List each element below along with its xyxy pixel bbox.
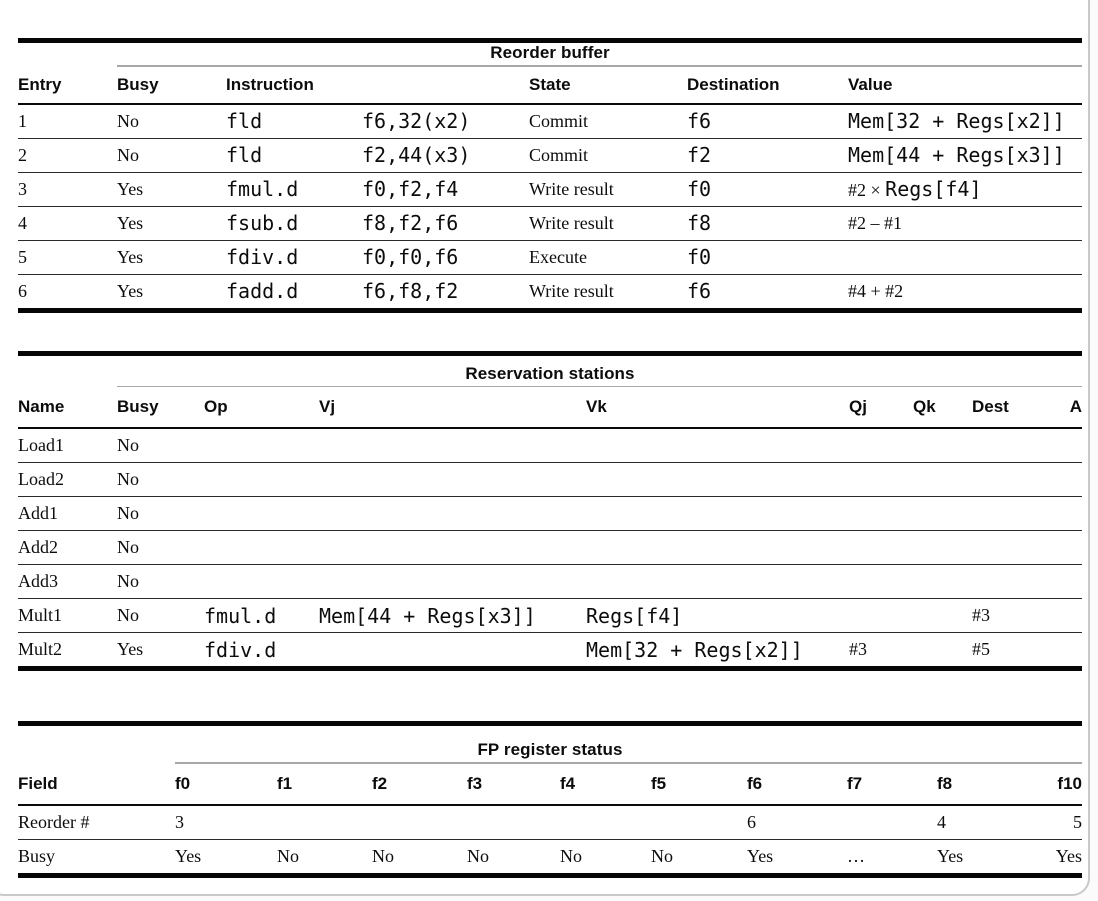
- table-cell: [848, 206, 1082, 240]
- table-row: [18, 206, 1082, 240]
- cell-text: Reorder #: [18, 811, 90, 832]
- table-cell: [972, 531, 1057, 565]
- table-row: [18, 463, 1082, 497]
- table-cell: [117, 274, 226, 308]
- table-cell: [319, 497, 586, 531]
- column-header: f8: [937, 764, 1037, 805]
- cell-text: fmul.d: [226, 177, 299, 201]
- table-cell: [277, 805, 372, 840]
- table-cell: [1057, 565, 1082, 599]
- table-cell: [1057, 497, 1082, 531]
- cell-text: …: [847, 845, 865, 866]
- cell-text: Commit: [529, 110, 589, 131]
- table-cell: [18, 104, 117, 139]
- bottom-rule: [18, 873, 1082, 878]
- table-cell: [204, 599, 319, 633]
- cell-text: #4 + #2: [848, 280, 904, 301]
- table-cell: [560, 805, 651, 840]
- table-cell: [747, 839, 847, 873]
- table-cell: [226, 104, 362, 139]
- table-cell: [1057, 633, 1082, 667]
- cell-text: f6: [687, 279, 712, 303]
- table-cell: [18, 428, 117, 463]
- table-cell: [117, 138, 226, 172]
- table-cell: [848, 274, 1082, 308]
- reorder-buffer-section: [18, 38, 1082, 313]
- cell-text: fsub.d: [226, 211, 299, 235]
- cell-text: Write result: [529, 212, 614, 233]
- cell-text: fdiv.d: [226, 245, 299, 269]
- table-cell: [651, 805, 747, 840]
- column-header: Qj: [849, 387, 913, 428]
- table-row: [18, 240, 1082, 274]
- table-cell: [972, 565, 1057, 599]
- table-cell: [117, 463, 204, 497]
- table-cell: [687, 240, 848, 274]
- cell-text: #5: [972, 639, 990, 659]
- column-header: f5: [651, 764, 747, 805]
- table-cell: [687, 206, 848, 240]
- table-cell: [1057, 531, 1082, 565]
- table-cell: [362, 274, 529, 308]
- column-header: f10: [1037, 764, 1082, 805]
- cell-text: 3: [18, 178, 27, 199]
- column-header: f7: [847, 764, 937, 805]
- header-row: [18, 764, 1082, 805]
- cell-text: Commit: [529, 144, 589, 165]
- cell-text: fadd.d: [226, 279, 299, 303]
- table-cell: [849, 565, 913, 599]
- table-row: [18, 839, 1082, 873]
- table-cell: [362, 172, 529, 206]
- table-cell: [913, 428, 972, 463]
- table-cell: [849, 463, 913, 497]
- table-cell: [175, 839, 277, 873]
- table-cell: [687, 274, 848, 308]
- table-cell: [319, 599, 586, 633]
- table-cell: [319, 463, 586, 497]
- cell-text: Mem[32 + Regs[x2]]: [586, 637, 803, 662]
- table-cell: [972, 428, 1057, 463]
- cell-text: No: [117, 110, 139, 131]
- table-cell: [18, 274, 117, 308]
- column-header: Dest: [972, 387, 1057, 428]
- cell-text: f8,f2,f6: [362, 211, 459, 235]
- cell-text: Load1: [18, 435, 64, 455]
- table-cell: [913, 531, 972, 565]
- table-cell: [972, 599, 1057, 633]
- table-cell: [226, 138, 362, 172]
- table-row: [18, 565, 1082, 599]
- cell-text: 3: [175, 811, 184, 832]
- cell-text: Yes: [117, 246, 144, 267]
- cell-text: Add2: [18, 537, 58, 557]
- table-cell: [1057, 428, 1082, 463]
- table-cell: [18, 497, 117, 531]
- table-cell: [848, 172, 1082, 206]
- cell-text: #3: [849, 639, 867, 659]
- column-header: A: [1057, 387, 1082, 428]
- cell-text: Add1: [18, 503, 58, 523]
- table-cell: [204, 633, 319, 667]
- cell-text: Mem[32 + Regs[x2]]: [848, 109, 1065, 133]
- column-header: f4: [560, 764, 651, 805]
- cell-text: f6,32(x2): [362, 109, 471, 133]
- table-cell: [913, 497, 972, 531]
- column-header: State: [529, 67, 687, 104]
- cell-text: f2,44(x3): [362, 143, 471, 167]
- table-cell: [226, 206, 362, 240]
- cell-text: f6,f8,f2: [362, 279, 459, 303]
- table-cell: [848, 240, 1082, 274]
- table-cell: [18, 839, 175, 873]
- table-cell: [117, 497, 204, 531]
- table-cell: [849, 531, 913, 565]
- cell-text: fld: [226, 143, 263, 167]
- reorder-buffer-title: Reorder buffer: [490, 43, 610, 62]
- cell-text: No: [117, 605, 139, 625]
- cell-text: Mem[44 + Regs[x3]]: [319, 603, 536, 628]
- column-header: Busy: [117, 67, 226, 104]
- table-cell: [117, 599, 204, 633]
- table-cell: [18, 565, 117, 599]
- cell-text: No: [651, 845, 673, 866]
- table-cell: [586, 463, 849, 497]
- column-header: Field: [18, 764, 175, 805]
- cell-text: Yes: [117, 212, 144, 233]
- cell-text: Yes: [175, 845, 202, 866]
- table-cell: [117, 428, 204, 463]
- cell-text: Write result: [529, 178, 614, 199]
- table-row: [18, 172, 1082, 206]
- column-header: f3: [467, 764, 560, 805]
- table-cell: [18, 240, 117, 274]
- table-cell: [849, 497, 913, 531]
- table-cell: [319, 428, 586, 463]
- table-cell: [117, 206, 226, 240]
- cell-text: f8: [687, 211, 712, 235]
- cell-text: 6: [747, 811, 756, 832]
- column-header: Name: [18, 387, 117, 428]
- table-cell: [362, 104, 529, 139]
- table-cell: [1037, 839, 1082, 873]
- table-cell: [529, 274, 687, 308]
- table-cell: [848, 104, 1082, 139]
- cell-text: Mult2: [18, 639, 63, 659]
- table-cell: [529, 104, 687, 139]
- cell-text: 4: [937, 811, 946, 832]
- table-row: [18, 497, 1082, 531]
- table-cell: [1057, 463, 1082, 497]
- table-cell: [117, 172, 226, 206]
- table-cell: [18, 805, 175, 840]
- cell-text: No: [467, 845, 489, 866]
- table-cell: [18, 138, 117, 172]
- figure-content: [18, 38, 1082, 878]
- cell-text: 1: [18, 110, 27, 131]
- cell-text: Execute: [529, 246, 587, 267]
- column-header: Busy: [117, 387, 204, 428]
- table-cell: [586, 428, 849, 463]
- cell-text: No: [277, 845, 299, 866]
- cell-text: Yes: [747, 845, 774, 866]
- cell-text: Yes: [117, 280, 144, 301]
- table-cell: [362, 206, 529, 240]
- cell-text: Regs[f4]: [885, 177, 982, 201]
- bottom-rule: [18, 666, 1082, 671]
- table-row: [18, 633, 1082, 667]
- table-cell: [849, 633, 913, 667]
- table-cell: [362, 138, 529, 172]
- table-cell: [18, 172, 117, 206]
- cell-text: f0,f2,f4: [362, 177, 459, 201]
- table-cell: [226, 274, 362, 308]
- table-cell: [529, 240, 687, 274]
- cell-text: No: [117, 571, 139, 591]
- reorder-buffer-title-row: [18, 43, 1082, 65]
- cell-text: Yes: [117, 639, 144, 659]
- column-header: Op: [204, 387, 319, 428]
- table-cell: [529, 206, 687, 240]
- table-cell: [18, 463, 117, 497]
- cell-text: Mem[44 + Regs[x3]]: [848, 143, 1065, 167]
- table-cell: [204, 565, 319, 599]
- reservation-stations-title: Reservation stations: [465, 363, 635, 383]
- cell-text: Add3: [18, 571, 58, 591]
- table-cell: [913, 463, 972, 497]
- table-cell: [1037, 805, 1082, 840]
- cell-text: f0,f0,f6: [362, 245, 459, 269]
- cell-text: 6: [18, 280, 27, 301]
- cell-text: Mult1: [18, 605, 63, 625]
- table-cell: [467, 805, 560, 840]
- header-row: [18, 387, 1082, 428]
- table-cell: [972, 497, 1057, 531]
- table-cell: [529, 172, 687, 206]
- cell-text: 5: [1073, 811, 1082, 832]
- cell-text: Regs[f4]: [586, 603, 683, 628]
- cell-text: fmul.d: [204, 603, 277, 628]
- table-row: [18, 428, 1082, 463]
- cell-text: Yes: [1055, 845, 1082, 866]
- table-cell: [277, 839, 372, 873]
- column-header: Entry: [18, 67, 117, 104]
- column-header: Vk: [586, 387, 849, 428]
- table-cell: [586, 599, 849, 633]
- table-cell: [849, 428, 913, 463]
- table-cell: [848, 138, 1082, 172]
- table-cell: [847, 805, 937, 840]
- table-cell: [937, 839, 1037, 873]
- table-cell: [18, 206, 117, 240]
- table-cell: [687, 138, 848, 172]
- table-cell: [913, 599, 972, 633]
- cell-text: No: [117, 503, 139, 523]
- cell-text: f2: [687, 143, 712, 167]
- table-cell: [319, 633, 586, 667]
- fp-register-status-table: [18, 764, 1082, 873]
- table-cell: [18, 599, 117, 633]
- cell-text: #3: [972, 605, 990, 625]
- cell-text: Busy: [18, 845, 56, 866]
- table-cell: [913, 633, 972, 667]
- cell-text: fld: [226, 109, 263, 133]
- table-row: [18, 138, 1082, 172]
- table-cell: [175, 805, 277, 840]
- table-cell: [117, 633, 204, 667]
- table-cell: [204, 428, 319, 463]
- table-cell: [560, 839, 651, 873]
- table-cell: [937, 805, 1037, 840]
- table-cell: [586, 633, 849, 667]
- table-cell: [467, 839, 560, 873]
- cell-text: Load2: [18, 469, 64, 489]
- bottom-rule: [18, 308, 1082, 313]
- table-cell: [117, 104, 226, 139]
- table-cell: [362, 240, 529, 274]
- cell-text: 4: [18, 212, 27, 233]
- cell-text: Yes: [117, 178, 144, 199]
- fp-register-status-title: FP register status: [477, 740, 623, 759]
- cell-text: fdiv.d: [204, 637, 277, 662]
- table-cell: [1057, 599, 1082, 633]
- table-cell: [372, 805, 467, 840]
- cell-text: f0: [687, 245, 712, 269]
- table-cell: [226, 240, 362, 274]
- table-cell: [117, 240, 226, 274]
- table-row: [18, 274, 1082, 308]
- table-cell: [586, 497, 849, 531]
- table-cell: [687, 104, 848, 139]
- cell-text: No: [117, 144, 139, 165]
- table-cell: [847, 839, 937, 873]
- column-header: f6: [747, 764, 847, 805]
- column-header: Instruction: [226, 67, 529, 104]
- table-row: [18, 599, 1082, 633]
- reservation-stations-title-row: [18, 356, 1082, 386]
- cell-text: Write result: [529, 280, 614, 301]
- cell-text: Yes: [937, 845, 964, 866]
- column-header: f1: [277, 764, 372, 805]
- fp-register-status-title-row: [18, 726, 1082, 762]
- table-cell: [319, 531, 586, 565]
- cell-text: 5: [18, 246, 27, 267]
- column-header: Destination: [687, 67, 848, 104]
- table-cell: [319, 565, 586, 599]
- table-cell: [747, 805, 847, 840]
- table-cell: [117, 531, 204, 565]
- cell-text: No: [117, 469, 139, 489]
- header-row: [18, 67, 1082, 104]
- table-cell: [913, 565, 972, 599]
- cell-text: f0: [687, 177, 712, 201]
- table-cell: [849, 599, 913, 633]
- table-cell: [204, 531, 319, 565]
- table-cell: [651, 839, 747, 873]
- table-cell: [529, 138, 687, 172]
- table-cell: [372, 839, 467, 873]
- table-cell: [117, 565, 204, 599]
- table-cell: [18, 633, 117, 667]
- table-cell: [226, 172, 362, 206]
- table-cell: [586, 531, 849, 565]
- table-cell: [204, 463, 319, 497]
- table-row: [18, 104, 1082, 139]
- column-header: Qk: [913, 387, 972, 428]
- fp-register-status-section: [18, 721, 1082, 878]
- cell-text: f6: [687, 109, 712, 133]
- table-cell: [586, 565, 849, 599]
- cell-text: No: [560, 845, 582, 866]
- table-row: [18, 805, 1082, 840]
- table-cell: [972, 463, 1057, 497]
- column-header: Value: [848, 67, 1082, 104]
- table-cell: [18, 531, 117, 565]
- cell-text: 2: [18, 144, 27, 165]
- reorder-buffer-table: [18, 67, 1082, 308]
- cell-text: No: [117, 537, 139, 557]
- cell-text: No: [372, 845, 394, 866]
- cell-text: #2 – #1: [848, 212, 902, 233]
- table-cell: [972, 633, 1057, 667]
- column-header: Vj: [319, 387, 586, 428]
- table-cell: [204, 497, 319, 531]
- table-cell: [687, 172, 848, 206]
- cell-text: #2 ×: [848, 180, 886, 200]
- reservation-stations-table: [18, 387, 1082, 666]
- cell-text: No: [117, 435, 139, 455]
- table-row: [18, 531, 1082, 565]
- column-header: f0: [175, 764, 277, 805]
- column-header: f2: [372, 764, 467, 805]
- reservation-stations-section: [18, 351, 1082, 672]
